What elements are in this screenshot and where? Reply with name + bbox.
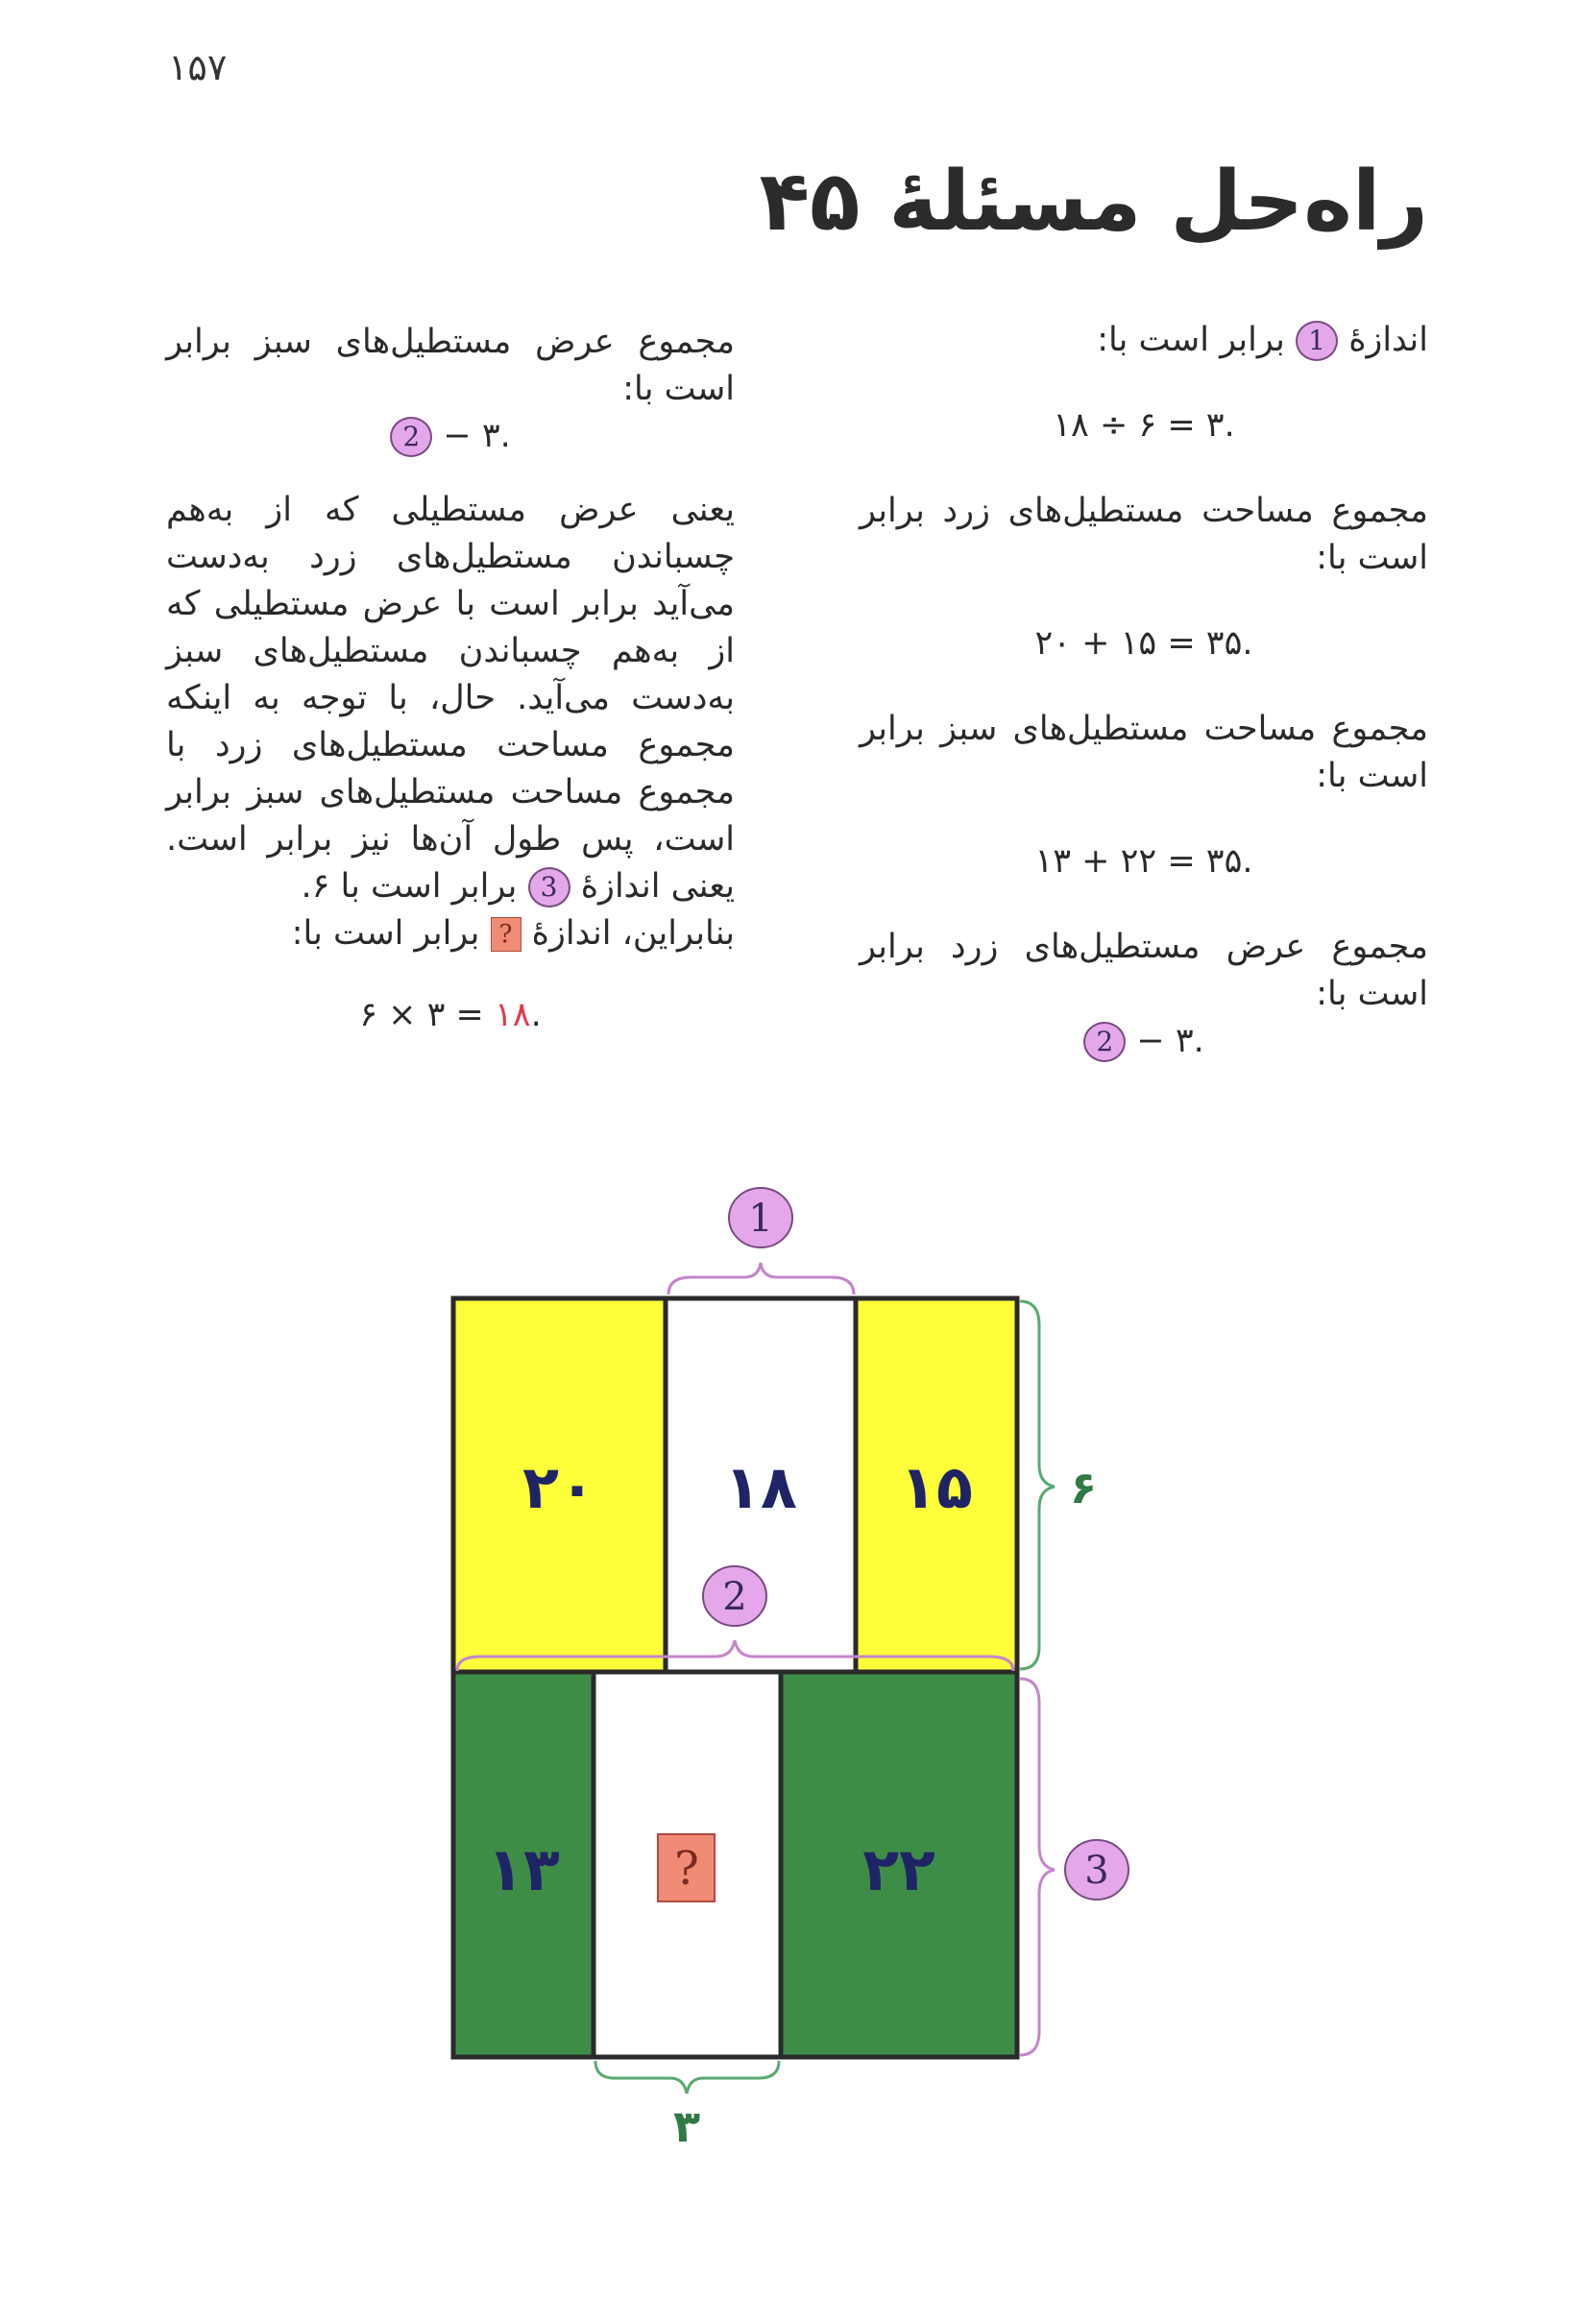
equation: ۲۰ + ۱۵ = ۳۵.	[1034, 624, 1253, 663]
brace-top	[668, 1263, 854, 1295]
cell-value: ۱۵	[900, 1452, 973, 1522]
cell-value: ۱۳	[487, 1834, 560, 1904]
question-mark: ?	[674, 1842, 699, 1896]
paragraph: مجموع عرض مستطیل‌های زرد برابر است با:	[860, 928, 1428, 1013]
brace-right	[1020, 1679, 1055, 2055]
svg-text:1: 1	[748, 1197, 773, 1241]
cell-value: ۲۰	[522, 1452, 595, 1522]
equation: 2 − ۳.	[166, 413, 735, 460]
equation: 2 − ۳.	[860, 1018, 1428, 1065]
badge-1	[729, 1188, 792, 1247]
badge-2: 2	[1083, 1022, 1126, 1062]
cell-value: ۲۲	[862, 1834, 935, 1904]
paragraph: مجموع مساحت مستطیل‌های سبز برابر است با:	[860, 710, 1428, 795]
height-label: ۶	[1069, 1462, 1098, 1513]
brace-bottom	[595, 2061, 779, 2094]
badge-3	[1065, 1840, 1128, 1900]
page-number: ۱۵۷	[168, 46, 228, 88]
badge-3: 3	[528, 867, 570, 908]
svg-text:2: 2	[722, 1575, 747, 1619]
paragraph: یعنی عرض مستطیلی که از به‌هم چسباندن مستطیل‌های زرد به‌دست می‌آید برابر است با عرض مستطیلی که از به‌هم چسباندن مستطیل‌های سبز به‌دست می‌آید. حال، با توجه به اینکه مجموع مساحت مستطیل‌های زرد با مجموع مساحت مستطیل‌های سبز برابر است، پس طول آن‌ها نیز برابر است. یعنی اندازهٔ 3 برابر است با ۶. بنابراین، اندازهٔ ? برابر است با:	[166, 491, 735, 953]
equation: ۱۸ ÷ ۶ = ۳.	[1053, 406, 1235, 445]
width-label: ۳	[672, 2100, 701, 2152]
question-box: ?	[491, 917, 522, 952]
svg-text:3: 3	[1084, 1849, 1109, 1893]
paragraph: مجموع عرض مستطیل‌های سبز برابر است با:	[166, 323, 735, 408]
cell-value: ۱۸	[724, 1452, 797, 1522]
page-title: راه‌حل مسئلهٔ ۴۵	[759, 154, 1428, 250]
answer: ۱۸	[495, 996, 531, 1034]
badge-2	[703, 1566, 766, 1626]
paragraph: اندازهٔ 1 برابر است با:	[1097, 321, 1428, 359]
brace-height	[1020, 1301, 1055, 1669]
equation: ۱۳ + ۲۲ = ۳۵.	[1034, 842, 1253, 881]
badge-1: 1	[1296, 321, 1338, 361]
badge-2: 2	[390, 417, 432, 457]
equation: ۶ × ۳ = ۱۸.	[359, 996, 542, 1034]
paragraph: مجموع مساحت مستطیل‌های زرد برابر است با:	[860, 492, 1428, 577]
